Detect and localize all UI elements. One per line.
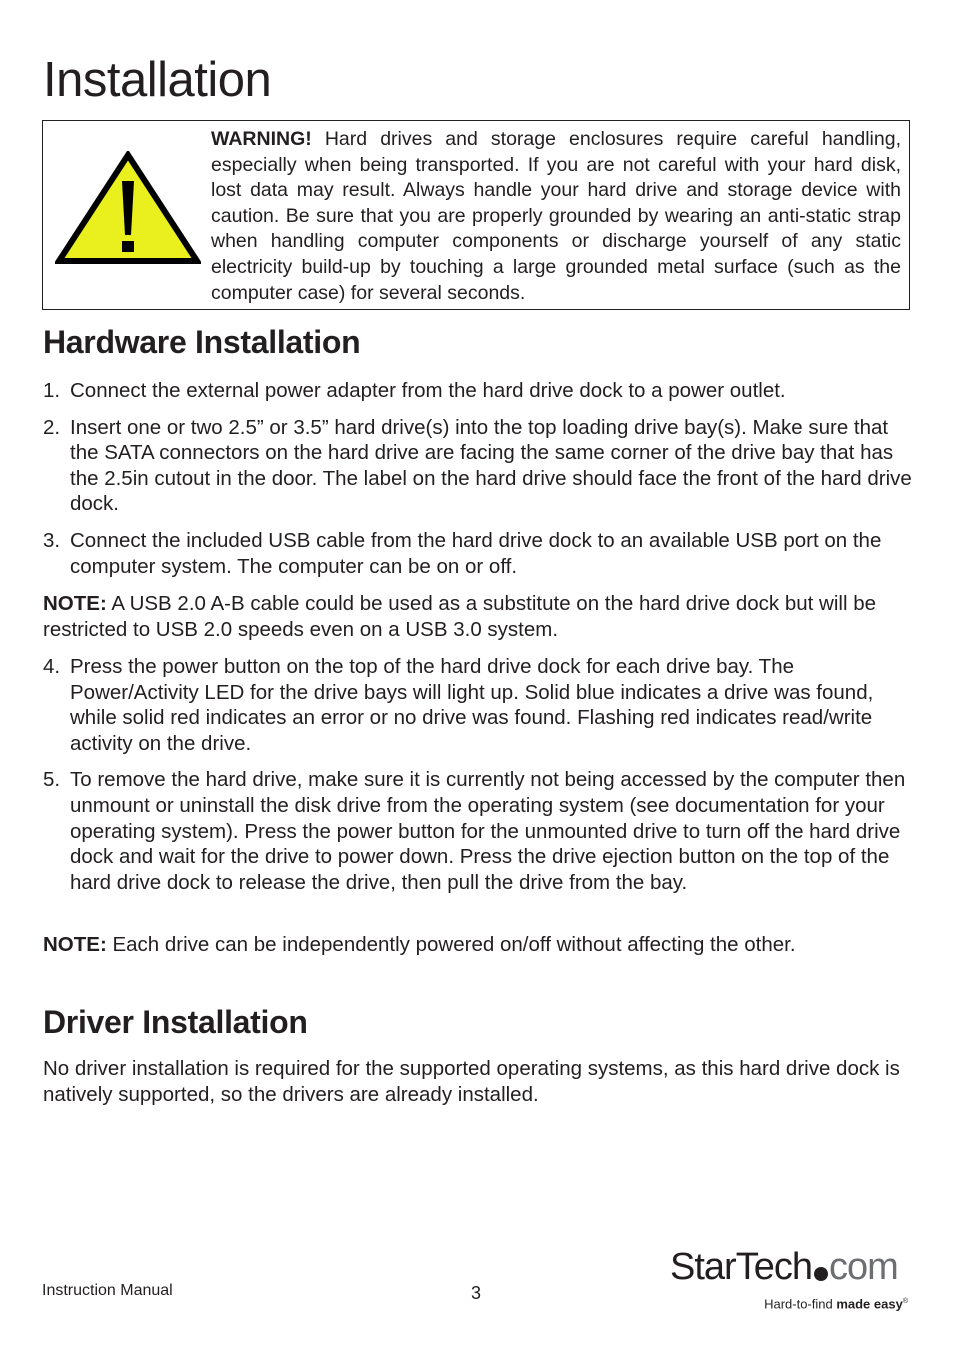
- step-number: 4.: [43, 655, 61, 678]
- logo-tagline: Hard-to-find made easy®: [764, 1296, 908, 1312]
- step-text: Connect the external power adapter from the hard drive dock to a power outlet.: [70, 379, 786, 402]
- page-number: 3: [471, 1283, 482, 1303]
- warning-text: [211, 127, 901, 306]
- hardware-heading: Hardware Installation: [43, 324, 361, 360]
- step-item: [43, 415, 913, 517]
- startech-logo: [670, 1244, 910, 1316]
- step-number: 3.: [43, 528, 61, 552]
- usb2-note: [43, 591, 913, 642]
- note-label: NOTE:: [43, 933, 107, 956]
- logo-com: com: [828, 1246, 898, 1288]
- logo-star: StarTech: [670, 1246, 812, 1288]
- warning-body: Hard drives and storage enclosures require careful handling, especially when being transported. If you are not careful with your hard disk, lost data may result. Always handle your hard drive and storage device with caution. Be sure that you are properly grounded by wearing an anti-static strap when handling computer components or discharge yourself of any static electricity build-up by touching a large grounded metal surface (such as the computer case) for several seconds.: [211, 128, 901, 304]
- step-item: [43, 378, 913, 404]
- step-item: [43, 528, 913, 579]
- step-text: Press the power button on the top of the hard drive dock for each drive bay. The Power/Activity LED for the drive bays will light up. Solid blue indicates a drive was found, while solid red indicates an error or no drive was found. Flashing red indicates read/write activity on the drive.: [70, 655, 874, 755]
- warning-box: [42, 120, 910, 310]
- driver-heading: Driver Installation: [43, 1004, 308, 1040]
- page-title: Installation: [43, 53, 272, 107]
- step-number: 5.: [43, 768, 61, 792]
- power-note: [43, 932, 913, 958]
- driver-text: No driver installation is required for the supported operating systems, as this hard drive dock is natively supported, so the drivers are already installed.: [43, 1057, 900, 1106]
- step-number: 2.: [43, 415, 61, 439]
- footer-manual-label: Instruction Manual: [42, 1282, 173, 1299]
- logo-wordmark: [670, 1244, 898, 1290]
- note-text: A USB 2.0 A-B cable could be used as a substitute on the hard drive dock but will be restricted to USB 2.0 speeds even on a USB 3.0 system.: [43, 592, 877, 641]
- hardware-steps-list: [43, 378, 913, 590]
- step-item: [43, 654, 913, 756]
- warning-label: WARNING!: [211, 128, 312, 150]
- step-text: Connect the included USB cable from the hard drive dock to an available USB port on the computer system. The computer can be on or off.: [70, 528, 882, 578]
- step-item: [43, 767, 913, 895]
- step-text: Insert one or two 2.5” or 3.5” hard drive(s) into the top loading drive bay(s). Make sure that the SATA connectors on the hard drive are facing the same corner of the drive bay that has the 2.5in cutout in the door. The label on the hard drive should face the front of the hard drive dock.: [70, 415, 912, 516]
- hardware-steps-list-continued: [43, 654, 913, 906]
- note-label: NOTE:: [43, 592, 107, 615]
- note-text: Each drive can be independently powered on/off without affecting the other.: [106, 933, 796, 956]
- step-text: To remove the hard drive, make sure it is currently not being accessed by the computer then unmount or uninstall the disk drive from the operating system (see documentation for your operating system). Press the power button for the unmounted drive to turn off the hard drive dock and wait for the drive to power down. Press the drive ejection button on the top of the hard drive dock to release the drive, then pull the drive from the bay.: [70, 768, 906, 894]
- step-number: 1.: [43, 379, 61, 402]
- warning-triangle-icon: [55, 151, 201, 267]
- logo-dot-icon: [814, 1267, 828, 1281]
